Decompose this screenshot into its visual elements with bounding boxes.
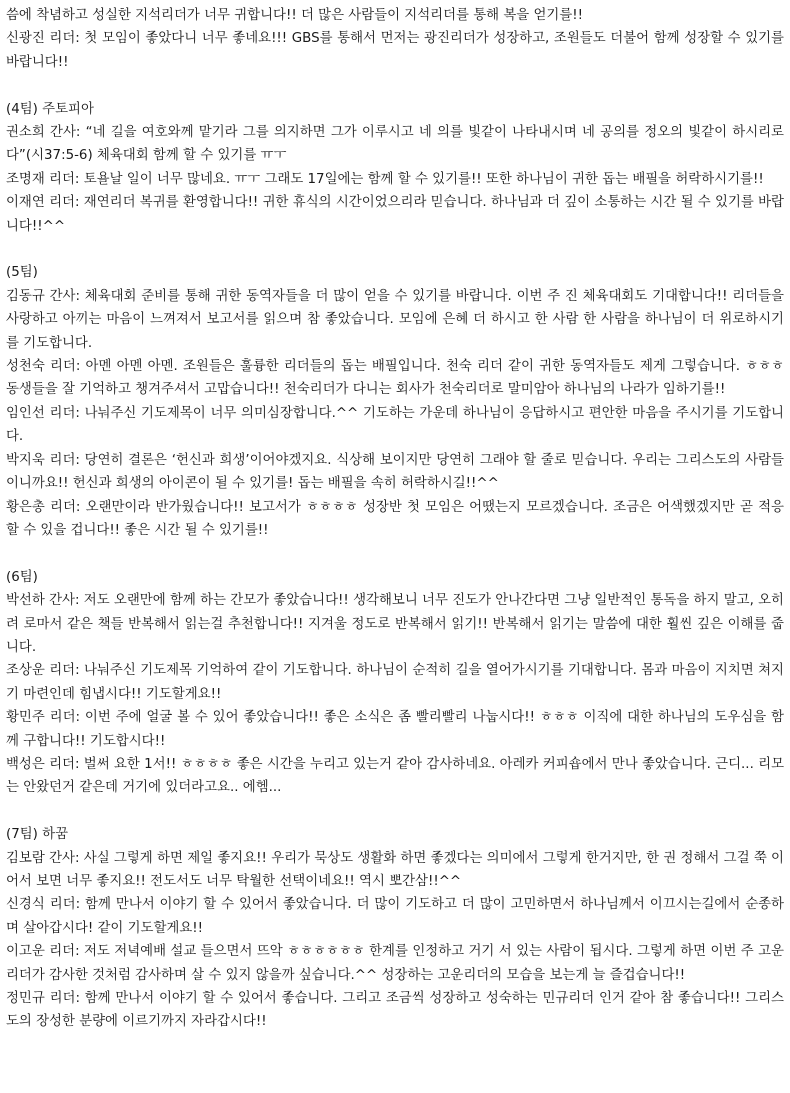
spacer [6,74,784,97]
team-7-entry: 정민규 리더: 함께 만나서 이야기 할 수 있어서 좋습니다. 그리고 조금씩 성장하고 성숙하는 민규리더 인거 같아 참 좋습니다!! 그리스도의 장성한 분량에 이르기까지 자라갑시다!! [6,991,784,1030]
team-5-entry: 성천숙 리더: 아멘 아멘 아멘. 조원들은 훌륭한 리더들의 돕는 배필입니다. 천숙 리더 같이 귀한 동역자들도 제게 그렇습니다. ㅎㅎㅎ 동생들을 잘 기억하고 챙겨주셔서 고맙습니다!! 천숙리더가 다니는 회사가 천숙리더로 말미암아 하나님의 나라가 임하기를!! [6,359,789,398]
team-4-entry: 이재연 리더: 재연리더 복귀를 환영합니다!! 귀한 휴식의 시간이었으리라 믿습니다. 하나님과 더 깊이 소통하는 시간 될 수 있기를 바랍니다!!^^ [6,195,784,234]
intro-paragraph-2: 신광진 리더: 첫 모임이 좋았다니 너무 좋네요!!! GBS를 통해서 먼저는 광진리더가 성장하고, 조원들도 더불어 함께 성장할 수 있기를 바랍니다!! [6,31,789,70]
intro-paragraph-1: 씀에 착념하고 성실한 지석리더가 너무 귀합니다!! 더 많은 사람들이 지석리더를 통해 복을 얻기를!! [6,8,584,23]
spacer [6,800,784,823]
team-4-section [6,98,784,238]
team-5-heading: (5팀) [6,265,38,281]
team-5-section [6,261,789,542]
team-7-section [6,823,784,1034]
spacer [6,542,784,565]
team-5-entry: 박지욱 리더: 당연히 결론은 ‘헌신과 희생’이어야겠지요. 식상해 보이지만 당연히 그래야 할 줄로 믿습니다. 우리는 그리스도의 사람들이니까요!! 헌신과 희생의 아이콘이 될 수 있기를! 돕는 배필을 속히 허락하시길!!^^ [6,452,784,492]
team-7-entry: 신경식 리더: 함께 만나서 이야기 할 수 있어서 좋았습니다. 더 많이 기도하고 더 많이 고민하면서 하나님께서 이끄시는길에서 순종하며 살아갑시다! 같이 기도할게요!! [6,897,784,936]
team-5-entry: 임인선 리더: 나눠주신 기도제목이 너무 의미심장합니다.^^ 기도하는 가운데 하나님이 응답하시고 편안한 마음을 주시기를 기도합니다. [6,405,784,445]
team-5-entry: 황은총 리더: 오랜만이라 반가웠습니다!! 보고서가 ㅎㅎㅎㅎ 성장반 첫 모임은 어땠는지 모르겠습니다. 조금은 어색했겠지만 곧 적응 할 수 있을 겁니다!! 좋은 시간 될 수 있기를!! [6,499,789,538]
team-6-entry: 황민주 리더: 이번 주에 얼굴 볼 수 있어 좋았습니다!! 좋은 소식은 좀 빨리빨리 나눕시다!! ㅎㅎㅎ 이직에 대한 하나님의 도우심을 함께 구합니다!! 기도합시다!! [6,710,784,749]
team-5-entry: 김동규 간사: 체육대회 준비를 통해 귀한 동역자들을 더 많이 얻을 수 있기를 바랍니다. 이번 주 진 체육대회도 기대합니다!! 리더들을 사랑하고 아끼는 마음이 느껴져서 보고서를 읽으며 참 좋았습니다. 모임에 은혜 더 하시고 한 사람 한 사람을 하나님이 더 위로하시기를 기도합니다. [6,288,789,351]
team-4-entry: 권소희 간사: “네 길을 여호와께 맡기라 그를 의지하면 그가 이루시고 네 의를 빛같이 나타내시며 네 공의를 정오의 빛같이 하시리로다”(시37:5-6) 체육대회 함께 할 수 있기를 ㅠㅜ [6,125,784,164]
team-6-entry: 박선하 간사: 저도 오랜만에 함께 하는 간모가 좋았습니다!! 생각해보니 너무 진도가 안나간다면 그냥 일반적인 통독을 하지 말고, 오히려 로마서 같은 책들 반복해서 읽는걸 추천합니다!! 지겨울 정도로 반복해서 읽기!! 반복해서 읽기는 말씀에 대한 훨씬 깊은 이해를 줍니다. [6,593,784,655]
team-6-heading: (6팀) [6,569,38,585]
spacer [6,238,784,261]
team-4-heading: (4팀) 주토피아 [6,101,94,117]
team-6-entry: 백성은 리더: 벌써 요한 1서!! ㅎㅎㅎㅎ 좋은 시간을 누리고 있는거 같아 감사하네요. 아레카 커피숍에서 만나 좋았습니다. 근디... 리모는 안왔던거 같은데 거기에 있더라고요.. 에헴... [6,756,784,796]
team-7-entry: 이고운 리더: 저도 저녁예배 설교 들으면서 뜨악 ㅎㅎㅎㅎㅎㅎ 한계를 인정하고 거기 서 있는 사람이 됩시다. 그렇게 하면 이번 주 고운리더가 감사한 것처럼 감사하며 살 수 있지 않을까 싶습니다.^^ 성장하는 고운리더의 모습을 보는게 늘 즐겁습니다!! [6,944,784,983]
team-7-entry: 김보람 간사: 사실 그렇게 하면 제일 좋지요!! 우리가 묵상도 생활화 하면 좋겠다는 의미에서 그렇게 한거지만, 한 권 정해서 그걸 쭉 이어서 보면 너무 좋지요!! 전도서도 너무 탁월한 선택이네요!! 역시 뽀간삼!!^^ [6,850,784,889]
team-6-entry: 조상운 리더: 나눠주신 기도제목 기억하여 같이 기도합니다. 하나님이 순적히 길을 열어가시기를 기대합니다. 몸과 마음이 지치면 쳐지기 마련인데 힘냅시다!! 기도할게요!! [6,663,784,702]
team-7-heading: (7팀) 하꿈 [6,827,69,843]
team-6-section [6,566,784,800]
team-4-entry: 조명재 리더: 토욜날 일이 너무 많네요. ㅠㅜ 그래도 17일에는 함께 할 수 있기를!! 또한 하나님이 귀한 돕는 배필을 허락하시기를!! [6,171,764,187]
